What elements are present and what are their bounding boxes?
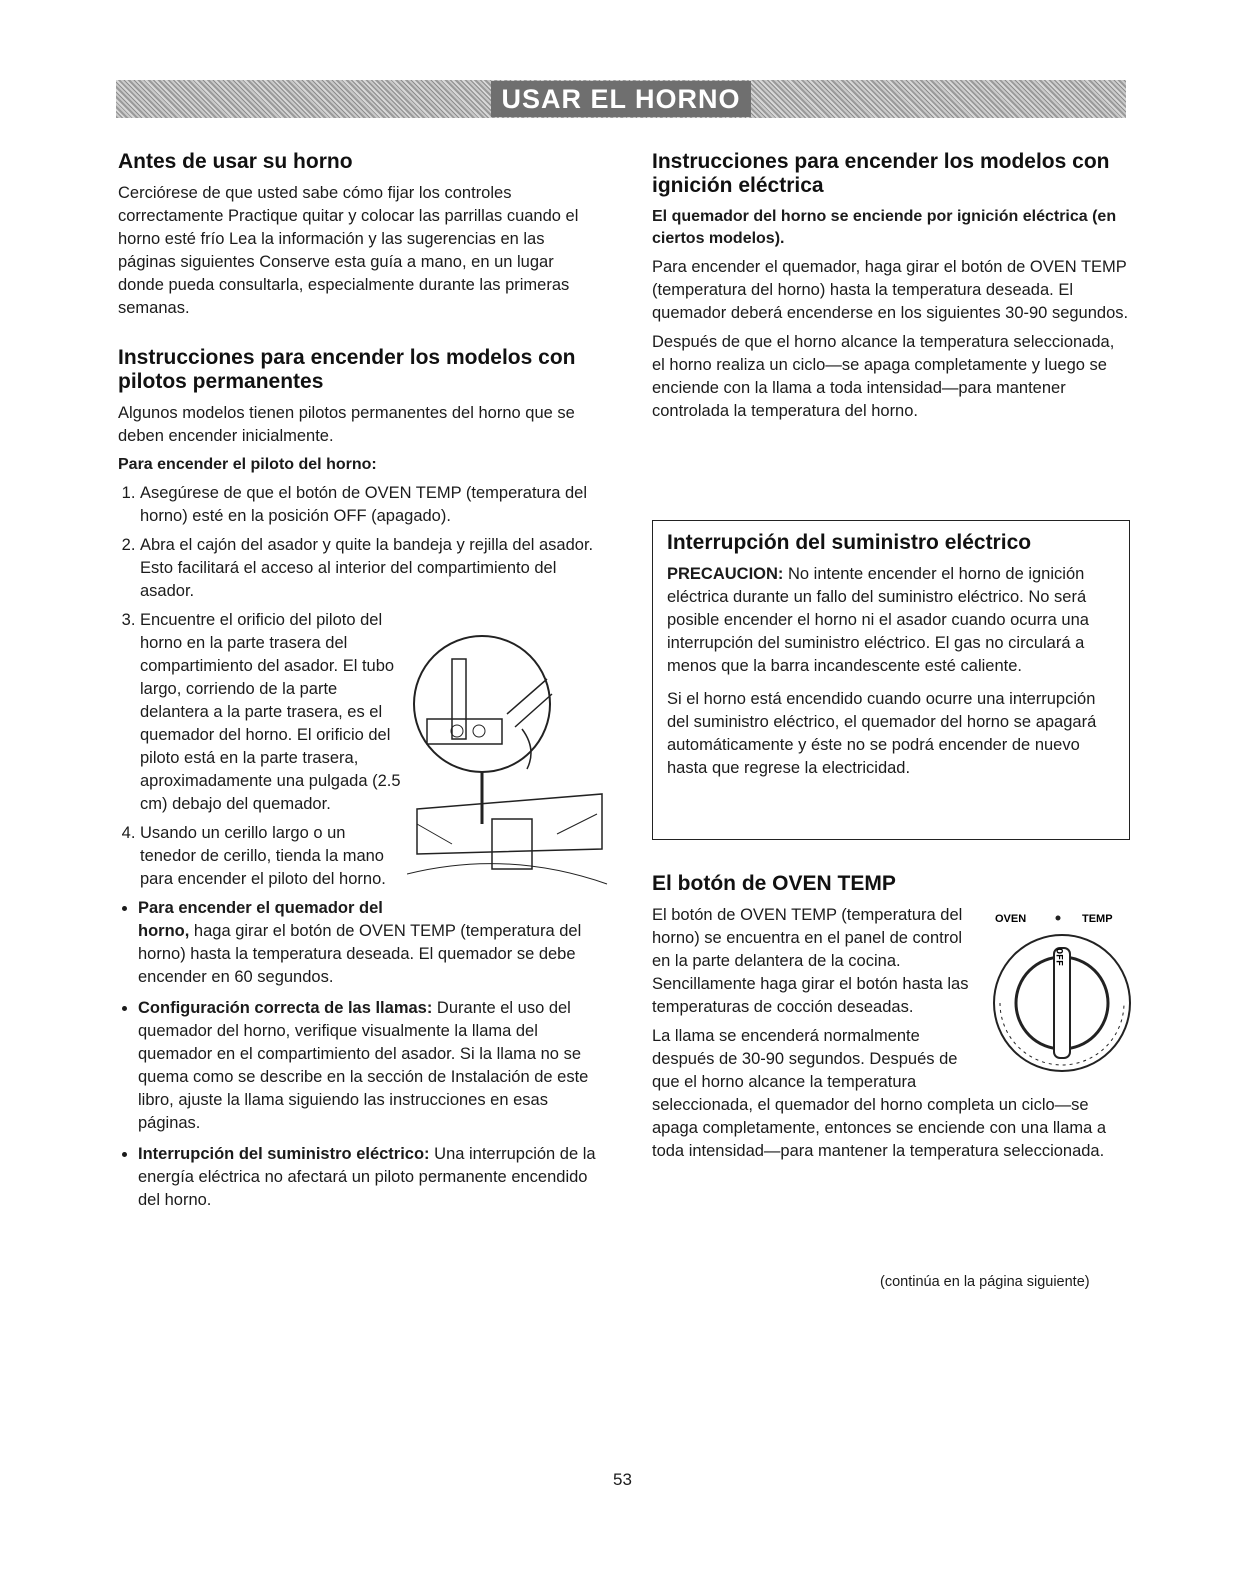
boton-heading: El botón de OVEN TEMP xyxy=(652,872,896,895)
antes-heading: Antes de usar su horno xyxy=(118,150,353,173)
right-column xyxy=(652,150,1130,429)
pilot-bullets xyxy=(118,897,596,1212)
bullet-text: Durante el uso del quemador del horno, verifique visualmente la llama del quemador en el compartimiento del asador. Si la llama no se quema como se describe en la sección de Instalación de este libro, ajuste la llama siguiendo las instrucciones en esas páginas. xyxy=(138,999,589,1132)
bullet-item xyxy=(138,1143,596,1212)
ignicion-p2: Después de que el horno alcance la temperatura seleccionada, el horno realiza un ciclo—se apaga completamente y luego se enciende con la llama a toda intensidad—para mantener controlada la temperatura del horno. xyxy=(652,333,1115,420)
continued-note: (continúa en la página siguiente) xyxy=(880,1274,1090,1290)
knob-label-oven: OVEN xyxy=(995,913,1027,925)
bullet-item xyxy=(138,897,596,989)
power-outage-box xyxy=(652,520,1130,840)
knob-label-temp: TEMP xyxy=(1082,913,1113,925)
step-item xyxy=(140,609,596,816)
section-banner xyxy=(116,80,1126,118)
bullet-lead: Configuración correcta de las llamas: xyxy=(138,999,433,1017)
pilotos-subheading: Para encender el piloto del horno: xyxy=(118,456,377,473)
caution-paragraph xyxy=(667,563,1115,678)
bullet-text: Una interrupción de la energía eléctrica no afectará un piloto permanente encendido del horno. xyxy=(138,1145,596,1209)
ignicion-heading: Instrucciones para encender los modelos con ignición eléctrica xyxy=(652,150,1110,197)
ignicion-p1: Para encender el quemador, haga girar el botón de OVEN TEMP (temperatura del horno) hasta la temperatura deseada. El quemador deberá encenderse en los siguientes 30-90 segundos. xyxy=(652,258,1129,322)
knob-off-label: OFF xyxy=(1052,948,1064,967)
boton-p1: El botón de OVEN TEMP (temperatura del horno) se encuentra en el panel de control en la parte delantera de la cocina. Sencillamente haga girar el botón hasta las temperaturas de cocción deseadas. xyxy=(652,906,969,1016)
pilotos-heading: Instrucciones para encender los modelos con pilotos permanentes xyxy=(118,346,576,393)
ignicion-subheading: El quemador del horno se enciende por ignición eléctrica (en ciertos modelos). xyxy=(652,208,1117,247)
pilot-steps xyxy=(118,482,596,891)
pilot-illustration xyxy=(407,609,612,899)
oven-temp-knob-illustration xyxy=(990,908,1140,1083)
interrupcion-p2: Si el horno está encendido cuando ocurre una interrupción del suministro eléctrico, el quemador del horno se apagará automáticamente y éste no se podrá encender de nuevo hasta que regrese la electricidad. xyxy=(667,690,1097,777)
caution-text: No intente encender el horno de ignición eléctrica durante un fallo del suministro eléctrico. No será posible encender el horno ni el asador cuando ocurra una interrupción del suministro eléctrico. El gas no circulará a menos que la barra incandescente esté caliente. xyxy=(667,565,1089,675)
bullet-lead: Para encender el quemador del horno, xyxy=(138,899,383,940)
step-item: 2. Abra el cajón del asador y quite la bandeja y rejilla del asador. Esto facilitará el acceso al interior del compartimiento del asador. xyxy=(140,534,596,603)
caution-lead: PRECAUCION: xyxy=(667,565,784,583)
antes-body: Cerciórese de que usted sabe cómo fijar los controles correctamente Practique quitar y colocar las parrillas cuando el horno esté frío Lea la información y las sugerencias en las páginas siguientes Conserve esta guía a mano, en un lugar donde pueda consultarla, especialmente durante las primeras semanas. xyxy=(118,184,579,317)
step-item: 4. Usando un cerillo largo o un tenedor de cerillo, tienda la mano para encender el piloto del horno. xyxy=(140,822,596,891)
banner-title: USAR EL HORNO xyxy=(491,81,750,117)
bullet-lead: Interrupción del suministro eléctrico: xyxy=(138,1145,430,1163)
bullet-item xyxy=(138,997,596,1135)
step-item: 1. Asegúrese de que el botón de OVEN TEMP (temperatura del horno) esté en la posición OFF (apagado). xyxy=(140,482,596,528)
left-column xyxy=(118,150,596,1220)
step-item-text: Encuentre el orificio del piloto del horno en la parte trasera del compartimiento del asador. El tubo largo, corriendo de la parte delantera a la parte trasera, es el quemador del horno. El orificio del piloto está en la parte trasera, aproximadamente una pulgada (2.5 cm) debajo del quemador. xyxy=(140,611,401,813)
pilotos-intro: Algunos modelos tienen pilotos permanentes del horno que se deben encender inicialmente. xyxy=(118,404,575,445)
interrupcion-heading: Interrupción del suministro eléctrico xyxy=(667,531,1032,554)
bullet-text: haga girar el botón de OVEN TEMP (temperatura del horno) hasta la temperatura deseada. El quemador se debe encender en 60 segundos. xyxy=(138,922,582,986)
page-number: 53 xyxy=(613,1470,632,1489)
boton-p2: La llama se encenderá normalmente después de 30-90 segundos. Después de que el horno alcance la temperatura seleccionada, el quemador del horno completa un ciclo—se apaga completamente, entonces se enciende con una llama a toda intensidad—para mantener la temperatura seleccionada. xyxy=(652,1027,1107,1160)
oven-temp-section xyxy=(652,872,1130,1169)
